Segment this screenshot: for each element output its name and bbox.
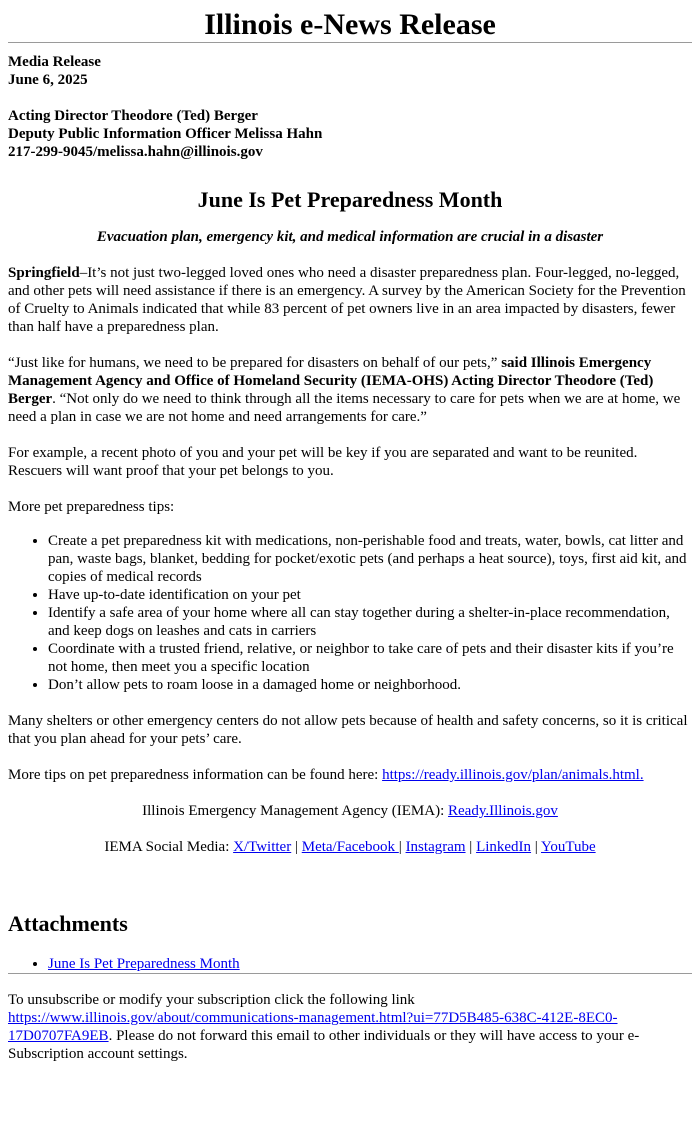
more-tips-text: More tips on pet preparedness information can be found here:: [8, 767, 383, 783]
header-divider: [8, 42, 692, 43]
list-item: • Identify a safe area of your home where all can stay together during a shelter-in-place recommendation, and keep dogs on leashes and cats in carriers: [48, 604, 692, 640]
instagram-link[interactable]: Instagram: [405, 839, 466, 855]
quote-attribution: said Illinois Emergency Management Agency and Office of Homeland Security (IEMA-OHS) Acting Director Theodore (Ted) Berger: [8, 355, 654, 407]
social-media-line: [8, 838, 692, 856]
attachment-link[interactable]: June Is Pet Preparedness Month: [48, 956, 240, 972]
article-subhead: Evacuation plan, emergency kit, and medical information are crucial in a disaster: [96, 229, 604, 245]
attachments-list: [8, 955, 692, 973]
paragraph-intro-text: –It’s not just two-legged loved ones who need a disaster preparedness plan. Four-legged, no-legged, and other pets will need assistance if there is an emergency. A survey by the American Society for the Prevention of Cruelty to Animals indicated that while 83 percent of pet owners live in an area impacted by disasters, fewer than half have a preparedness plan.: [8, 265, 686, 335]
release-type: Media Release: [8, 54, 101, 70]
animals-link[interactable]: https://ready.illinois.gov/plan/animals.html.: [382, 767, 644, 783]
tips-intro: More pet preparedness tips:: [8, 499, 175, 515]
linkedin-link[interactable]: LinkedIn: [476, 839, 532, 855]
iema-text: Illinois Emergency Management Agency (IEMA):: [142, 803, 449, 819]
contact-phone-email: 217-299-9045/melissa.hahn@illinois.gov: [8, 144, 263, 160]
tips-list: [8, 532, 692, 694]
separator: |: [465, 839, 477, 855]
youtube-link[interactable]: YouTube: [541, 839, 596, 855]
unsubscribe-tail: . Please do not forward this email to other individuals or they will have access to your e-Subscription account settings.: [8, 1028, 640, 1062]
contact-block: [8, 53, 692, 161]
article-headline: June Is Pet Preparedness Month: [197, 187, 503, 212]
list-item: • Create a pet preparedness kit with medications, non-perishable food and treats, water, bowls, cat litter and pan, waste bags, blanket, bedding for pocket/exotic pets (and perhaps a heat source), toys, first aid kit, and copies of medical records: [48, 532, 692, 586]
release-date: June 6, 2025: [8, 72, 88, 88]
ready-illinois-link[interactable]: Ready.Illinois.gov: [448, 803, 558, 819]
paragraph-shelters: Many shelters or other emergency centers do not allow pets because of health and safety concerns, so it is critical that you plan ahead for your pets’ care.: [8, 713, 688, 747]
list-item: • Don’t allow pets to roam loose in a damaged home or neighborhood.: [48, 676, 692, 694]
attachments-title: Attachments: [8, 911, 128, 936]
unsubscribe-link[interactable]: https://www.illinois.gov/about/communications-management.html?ui=77D5B485-638C-412E-8EC0-17D0707FA9EB: [8, 1010, 618, 1044]
separator: |: [531, 839, 541, 855]
contact-officer: Deputy Public Information Officer Melissa Hahn: [8, 126, 323, 142]
dateline-location: Springfield: [8, 265, 80, 281]
iema-line: [8, 802, 692, 820]
unsubscribe-text: To unsubscribe or modify your subscription click the following link: [8, 992, 415, 1008]
paragraph-intro: [8, 264, 692, 336]
list-item: • Coordinate with a trusted friend, relative, or neighbor to take care of pets and their disaster kits if you’re not home, then meet you a specific location: [48, 640, 692, 676]
separator: |: [291, 839, 302, 855]
paragraph-quote: [8, 354, 692, 426]
more-tips-line: [8, 766, 692, 784]
contact-director: Acting Director Theodore (Ted) Berger: [8, 108, 258, 124]
list-item: [48, 955, 692, 973]
page-title: Illinois e-News Release: [204, 8, 496, 41]
footer-divider: [8, 973, 692, 974]
social-label: IEMA Social Media:: [104, 839, 234, 855]
quote-start: “Just like for humans, we need to be prepared for disasters on behalf of our pets,”: [8, 355, 502, 371]
quote-end: . “Not only do we need to think through all the items necessary to care for pets when we are at home, we need a plan in case we are not home and need arrangements for care.”: [8, 391, 681, 425]
separator: |: [398, 839, 406, 855]
facebook-link[interactable]: Meta/Facebook: [301, 839, 399, 855]
twitter-link[interactable]: X/Twitter: [233, 839, 292, 855]
unsubscribe-notice: [8, 991, 692, 1063]
paragraph-photo: For example, a recent photo of you and your pet will be key if you are separated and want to be reunited. Rescuers will want proof that your pet belongs to you.: [8, 445, 638, 479]
list-item: • Have up-to-date identification on your pet: [48, 586, 692, 604]
page: [0, 8, 700, 1063]
